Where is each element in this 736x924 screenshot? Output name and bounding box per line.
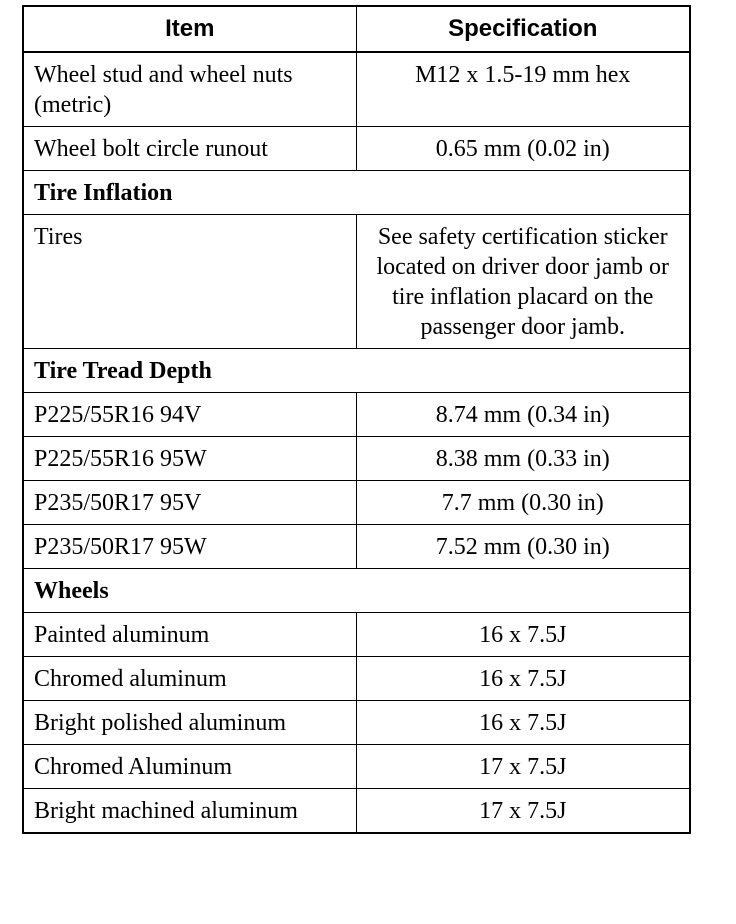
table-row	[23, 481, 690, 525]
item-cell: Tires	[23, 215, 356, 349]
spec-cell: 7.52 mm (0.30 in)	[356, 525, 690, 569]
spec-cell: 7.7 mm (0.30 in)	[356, 481, 690, 525]
item-cell: Chromed aluminum	[23, 657, 356, 701]
item-cell: Wheel stud and wheel nuts (metric)	[23, 52, 356, 127]
item-cell: Bright polished aluminum	[23, 701, 356, 745]
item-cell: Wheel bolt circle runout	[23, 127, 356, 171]
section-title-wheels: Wheels	[23, 569, 690, 613]
table-row	[23, 215, 690, 349]
table-row	[23, 701, 690, 745]
section-row	[23, 171, 690, 215]
spec-cell: See safety certification sticker located on driver door jamb or tire inflation placard on the passenger door jamb.	[356, 215, 690, 349]
item-cell: Chromed Aluminum	[23, 745, 356, 789]
spec-cell: 16 x 7.5J	[356, 613, 690, 657]
spec-cell: 8.74 mm (0.34 in)	[356, 393, 690, 437]
section-row	[23, 569, 690, 613]
spec-cell: 17 x 7.5J	[356, 789, 690, 834]
spec-cell: M12 x 1.5-19 mm hex	[356, 52, 690, 127]
table-row	[23, 127, 690, 171]
table-row	[23, 657, 690, 701]
specification-table	[22, 5, 691, 834]
section-row	[23, 349, 690, 393]
table-row	[23, 613, 690, 657]
section-title-tire-inflation: Tire Inflation	[23, 171, 690, 215]
item-cell: P225/55R16 94V	[23, 393, 356, 437]
spec-cell: 0.65 mm (0.02 in)	[356, 127, 690, 171]
table-row	[23, 437, 690, 481]
item-column-header: Item	[23, 6, 356, 52]
spec-cell: 16 x 7.5J	[356, 657, 690, 701]
header-row	[23, 6, 690, 52]
table-row	[23, 52, 690, 127]
item-cell: Bright machined aluminum	[23, 789, 356, 834]
specification-column-header: Specification	[356, 6, 690, 52]
item-cell: Painted aluminum	[23, 613, 356, 657]
spec-cell: 16 x 7.5J	[356, 701, 690, 745]
item-cell: P225/55R16 95W	[23, 437, 356, 481]
spec-cell: 8.38 mm (0.33 in)	[356, 437, 690, 481]
table-row	[23, 525, 690, 569]
item-cell: P235/50R17 95W	[23, 525, 356, 569]
table-row	[23, 745, 690, 789]
item-cell: P235/50R17 95V	[23, 481, 356, 525]
spec-cell: 17 x 7.5J	[356, 745, 690, 789]
table-row	[23, 393, 690, 437]
section-title-tire-tread-depth: Tire Tread Depth	[23, 349, 690, 393]
table-row	[23, 789, 690, 834]
